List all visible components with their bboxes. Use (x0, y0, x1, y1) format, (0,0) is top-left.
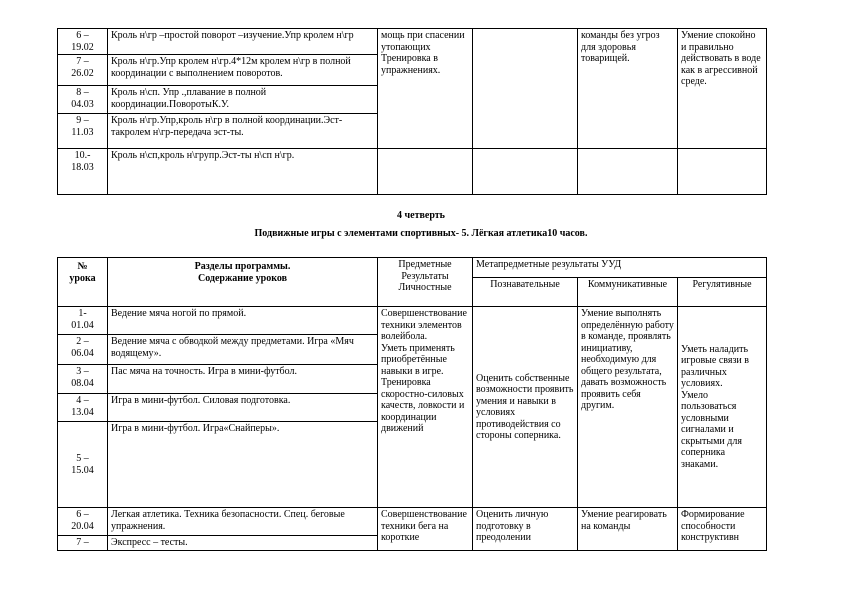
cognitive-cell (473, 29, 578, 149)
header-communicative: Коммуникативные (578, 278, 678, 307)
regulatory-cell: Уметь наладить игровые связи в различных условиях. Умело пользоваться условными сигналами и скрытыми для соперника знаками. (678, 307, 767, 508)
lesson-number: 9 – 11.03 (58, 114, 108, 149)
lesson-content: Ведение мяча ногой по прямой. (108, 307, 378, 335)
subject-results-cell: Совершенствование техники бега на короткие (378, 508, 473, 551)
empty-cell (678, 149, 767, 195)
lesson-content: Ведение мяча с обводкой между предметами. Игра «Мяч водящему». (108, 335, 378, 365)
lesson-number: 3 – 08.04 (58, 365, 108, 394)
header-regulatory: Регулятивные (678, 278, 767, 307)
subject-results-cell: мощь при спасении утопающих Тренировка в упражнениях. (378, 29, 473, 149)
lesson-content: Экспресс – тесты. (108, 536, 378, 551)
header-meta-results: Метапредметные результаты УУД (473, 258, 767, 278)
subject-results-cell: Совершенствование техники элементов волейбола. Уметь применять приобретённые навыки в игре. Тренировка скоростно-силовых качеств, ловкости и координации движений (378, 307, 473, 508)
header-cognitive: Познавательные (473, 278, 578, 307)
lesson-number: 7 – 26.02 (58, 55, 108, 86)
lesson-number: 6 – 20.04 (58, 508, 108, 536)
lesson-number: 8 – 04.03 (58, 86, 108, 114)
lesson-content: Легкая атлетика. Техника безопасности. Спец. беговые упражнения. (108, 508, 378, 536)
lesson-content: Кроль н\сп,кроль н\групр.Эст-ты н\сп н\гр. (108, 149, 378, 195)
lesson-content: Кроль н\гр.Упр кролем н\гр.4*12м кролем н\гр в полной координации с выполнением поворотов. (108, 55, 378, 86)
lesson-number: 6 – 19.02 (58, 29, 108, 55)
header-sections: Разделы программы. Содержание уроков (108, 258, 378, 307)
empty-cell (473, 149, 578, 195)
lesson-content: Кроль н\сп. Упр .,плавание в полной координации.ПоворотыК.У. (108, 86, 378, 114)
communicative-cell: команды без угроз для здоровья товарищей. (578, 29, 678, 149)
empty-cell (578, 149, 678, 195)
lesson-content: Игра в мини-футбол. Силовая подготовка. (108, 394, 378, 422)
lesson-number: 2 – 06.04 (58, 335, 108, 365)
lesson-number: 1- 01.04 (58, 307, 108, 335)
cognitive-cell: Оценить личную подготовку в преодолении (473, 508, 578, 551)
communicative-cell: Умение реагировать на команды (578, 508, 678, 551)
header-lesson-number: № урока (58, 258, 108, 307)
regulatory-cell: Умение спокойно и правильно действовать в воде как в агрессивной среде. (678, 29, 767, 149)
lesson-content: Кроль н\гр –простой поворот –изучение.Упр кролем н\гр (108, 29, 378, 55)
lesson-number: 4 – 13.04 (58, 394, 108, 422)
lesson-table-quarter-4 (57, 257, 767, 551)
lesson-number: 10.- 18.03 (58, 149, 108, 195)
empty-cell (378, 149, 473, 195)
lesson-content: Игра в мини-футбол. Игра«Снайперы». (108, 422, 378, 508)
communicative-cell: Умение выполнять определённую работу в команде, проявлять инициативу, необходимую для общего результата, давать возможность проявить себя другим. (578, 307, 678, 508)
lesson-number: 5 – 15.04 (58, 422, 108, 508)
lesson-content: Кроль н\гр.Упр,кроль н\гр в полной координации.Эст-такролем н\гр-передача эст-ты. (108, 114, 378, 149)
quarter-title: 4 четверть (397, 210, 445, 221)
lesson-number: 7 – (58, 536, 108, 551)
header-subject-results: Предметные Результаты Личностные (378, 258, 473, 307)
cognitive-cell: Оценить собственные возможности проявить умения и навыки в условиях противодействия со стороны соперника. (473, 307, 578, 508)
regulatory-cell: Формирование способности конструктивн (678, 508, 767, 551)
lesson-content: Пас мяча на точность. Игра в мини-футбол. (108, 365, 378, 394)
lesson-table-quarter-3 (57, 28, 767, 195)
quarter-subtitle: Подвижные игры с элементами спортивных- 5. Лёгкая атлетика10 часов. (254, 228, 588, 239)
